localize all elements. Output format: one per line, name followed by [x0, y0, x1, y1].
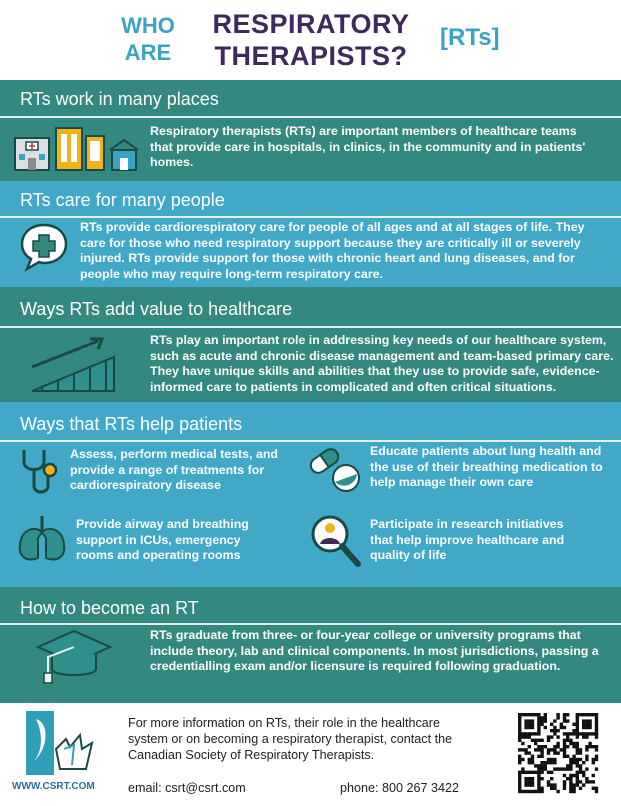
footer-line: Canadian Society of Respiratory Therapists.	[128, 748, 375, 762]
section-become-rt	[0, 587, 621, 703]
footer-info	[128, 715, 478, 763]
section-divider	[0, 326, 621, 328]
section-body	[150, 124, 585, 171]
body-line: Respiratory therapists (RTs) are important members of healthcare teams	[150, 124, 577, 138]
body-line: injured. RTs provide support for those with chronic heart and lung diseases, and for	[80, 251, 575, 265]
qr-code	[518, 713, 598, 793]
section-title: How to become an RT	[20, 598, 199, 618]
section-add-value	[0, 287, 621, 402]
medical-chat-icon	[18, 221, 70, 273]
header	[0, 0, 621, 80]
section-divider	[0, 623, 621, 625]
body-line: RTs play an important role in addressing key needs of our healthcare system,	[150, 333, 607, 347]
section-body	[150, 333, 613, 395]
body-line: Educate patients about lung health and	[370, 444, 602, 458]
body-line: Participate in research initiatives	[370, 517, 564, 531]
body-line: homes.	[150, 155, 194, 169]
growth-chart-icon	[28, 337, 118, 393]
section-title: RTs care for many people	[20, 190, 225, 210]
footer-line: system or on becoming a respiratory therapist, contact the	[128, 732, 453, 746]
help-item-research	[370, 517, 564, 564]
header-who: WHO	[121, 13, 175, 38]
body-line: provide a range of treatments for	[70, 462, 265, 477]
body-line: Provide airway and breathing	[76, 517, 249, 531]
pills-icon	[308, 444, 364, 496]
body-line: care for those who need respiratory support because they are critically ill or severely	[80, 235, 581, 250]
body-line: that help improve healthcare and	[370, 532, 565, 547]
section-title: RTs work in many places	[20, 89, 219, 109]
body-line: support in ICUs, emergency	[76, 532, 241, 547]
help-item-airway	[76, 517, 249, 564]
section-divider	[0, 216, 621, 218]
header-are: ARE	[124, 40, 172, 65]
section-title: Ways RTs add value to healthcare	[20, 299, 293, 319]
body-line: They have unique skills and abilities that they use to provide safe, evidence-	[150, 364, 600, 378]
stethoscope-icon	[18, 446, 66, 498]
header-who-are	[108, 12, 188, 66]
body-line: Assess, perform medical tests, and	[70, 447, 278, 461]
section-care-people	[0, 181, 621, 287]
title-line-2: THERAPISTS?	[214, 41, 408, 71]
section-divider	[0, 116, 621, 118]
header-abbreviation: [RTs]	[440, 24, 500, 51]
title-line-1: RESPIRATORY	[212, 9, 410, 39]
section-body	[80, 220, 585, 282]
csrt-logo	[20, 709, 102, 779]
body-line: informed care to patients in complicated and often critical situations.	[150, 379, 557, 394]
body-line: RTs provide cardiorespiratory care for people of all ages and at all stages of life. They	[80, 220, 585, 234]
body-line: that provide care in hospitals, in clinics, in the community and in patients'	[150, 139, 586, 154]
email-contact[interactable]: email: csrt@csrt.com	[128, 781, 246, 795]
footer-line: For more information on RTs, their role in the healthcare	[128, 716, 440, 730]
section-body	[150, 628, 599, 675]
body-line: such as acute and chronic disease management and team-based primary care.	[150, 348, 614, 363]
body-line: people who may require long-term respiratory care.	[80, 266, 383, 281]
section-divider	[0, 440, 621, 442]
body-line: the use of their breathing medication to	[370, 459, 603, 474]
footer	[0, 703, 621, 806]
body-line: include theory, lab and clinical components. In most jurisdictions, passing a	[150, 643, 599, 658]
website-link[interactable]: WWW.CSRT.COM	[12, 781, 95, 792]
body-line: quality of life	[370, 548, 447, 562]
body-line: help manage their own care	[370, 475, 534, 489]
body-line: cardiorespiratory disease	[70, 478, 221, 492]
research-magnifier-icon	[308, 512, 362, 570]
section-help-patients	[0, 402, 621, 587]
graduation-cap-icon	[36, 627, 112, 687]
lungs-icon	[14, 514, 70, 564]
section-title: Ways that RTs help patients	[20, 414, 243, 434]
body-line: RTs graduate from three- or four-year college or university programs that	[150, 628, 581, 642]
buildings-icon	[14, 126, 139, 172]
help-item-assess	[70, 447, 278, 494]
help-item-educate	[370, 444, 603, 491]
phone-contact: phone: 800 267 3422	[340, 781, 460, 795]
body-line: credentialling exam and/or licensure is required following graduation.	[150, 659, 561, 673]
page-title	[196, 8, 426, 72]
body-line: rooms and operating rooms	[76, 548, 241, 562]
section-work-places	[0, 80, 621, 181]
